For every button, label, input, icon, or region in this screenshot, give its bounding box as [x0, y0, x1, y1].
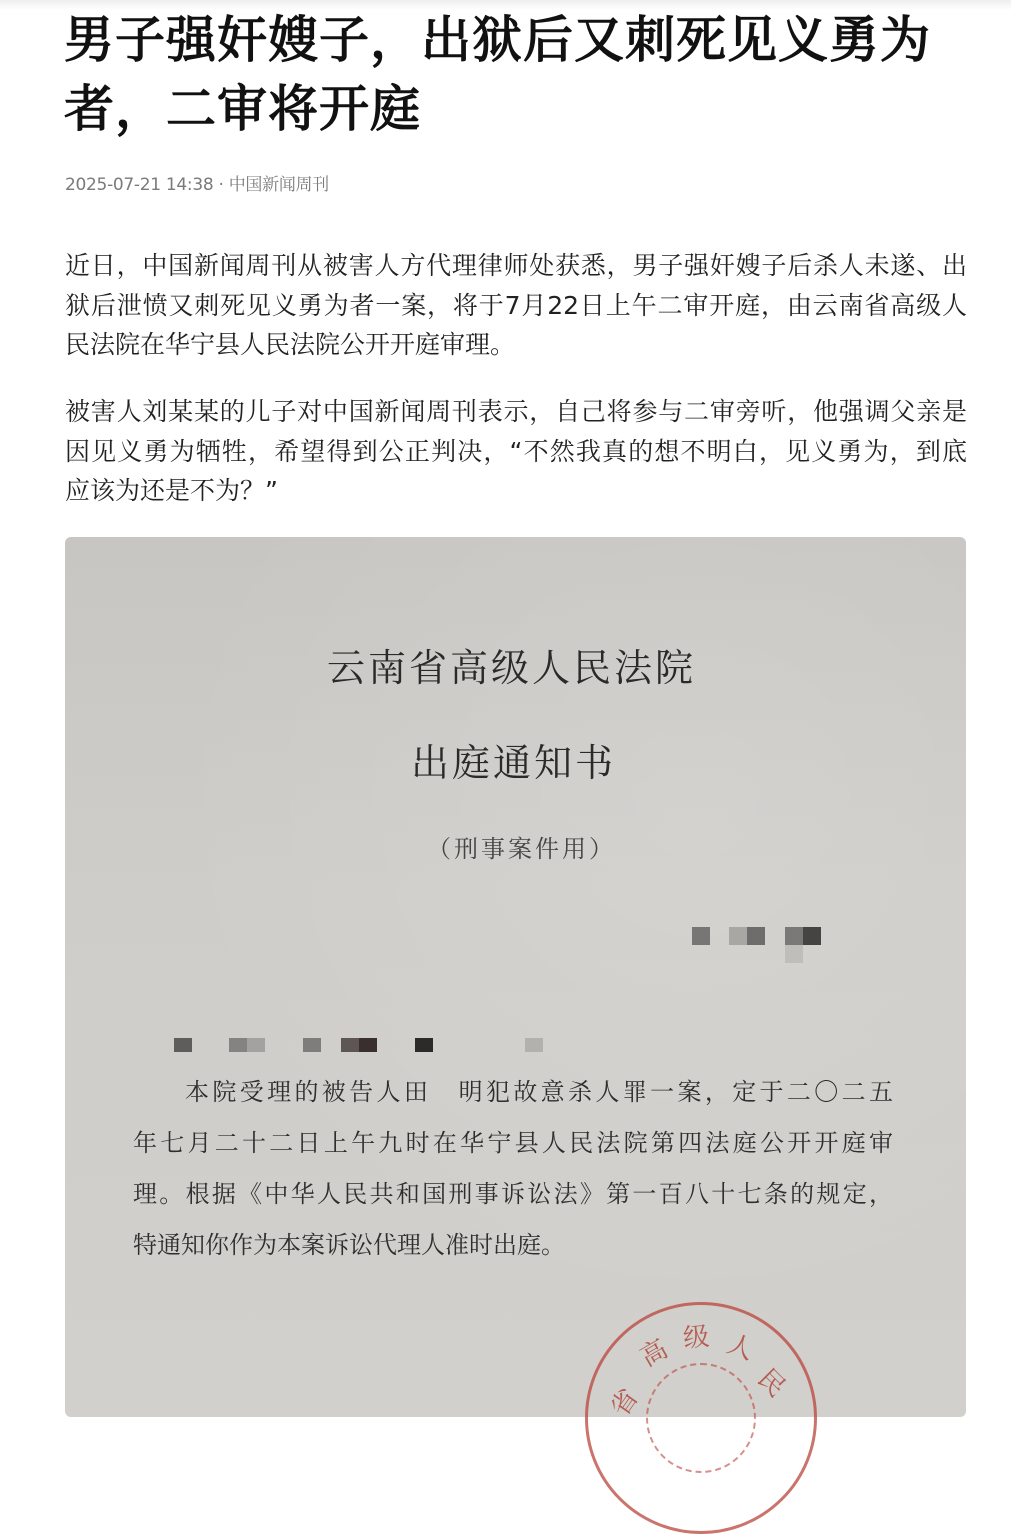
case-type: （刑事案件用） [427, 835, 616, 863]
seal-char: 省 [605, 1383, 645, 1423]
court-name: 云南省高级人民法院 [327, 646, 697, 690]
seal-char: 级 [681, 1321, 711, 1355]
article-title [64, 6, 964, 144]
paragraph-line: 被害人刘某某的儿子对中国新闻周刊表示，自己将参与二审旁听，他强调父亲是 [65, 397, 967, 426]
article-meta [65, 170, 329, 195]
article-paragraph-1 [65, 246, 967, 365]
seal-char: 民 [751, 1363, 792, 1404]
paragraph-line: 民法院在华宁县人民法院公开开庭审理。 [65, 330, 516, 359]
court-notice-photo[interactable] [65, 537, 966, 1423]
source-link[interactable]: 中国新闻周刊 [228, 175, 329, 195]
paragraph-line: 应该为还是不为？” [65, 476, 278, 505]
notice-body-line: 本院受理的被告人田 明犯故意杀人罪一案，定于二〇二五 [185, 1078, 893, 1106]
meta-separator: · [218, 175, 224, 195]
publish-datetime: 2025-07-21 14:38 [65, 175, 214, 195]
paragraph-line: 近日，中国新闻周刊从被害人方代理律师处获悉，男子强奸嫂子后杀人未遂、出 [65, 251, 967, 280]
paragraph-line: 狱后泄愤又刺死见义勇为者一案，将于7月22日上午二审开庭，由云南省高级人 [65, 290, 967, 320]
seal-emblem [646, 1363, 756, 1473]
title-line-1: 男子强奸嫂子，出狱后又刺死见义勇为 [64, 11, 931, 69]
notice-body-line: 特通知你作为本案诉讼代理人准时出庭。 [133, 1231, 565, 1259]
article-paragraph-2 [65, 392, 967, 511]
court-seal [585, 1302, 817, 1534]
seal-char: 高 [635, 1334, 674, 1374]
notice-body-line: 年七月二十二日上午九时在华宁县人民法院第四法庭公开开庭审 [133, 1129, 893, 1157]
title-line-2: 者，二审将开庭 [64, 80, 421, 138]
seal-char: 人 [722, 1329, 758, 1367]
paragraph-line: 因见义勇为牺牲，希望得到公正判决，“不然我真的想不明白，见义勇为，到底 [65, 436, 967, 466]
notice-title: 出庭通知书 [411, 741, 617, 785]
notice-body [133, 1067, 893, 1271]
notice-body-line: 理。根据《中华人民共和国刑事诉讼法》第一百八十七条的规定， [133, 1180, 893, 1208]
